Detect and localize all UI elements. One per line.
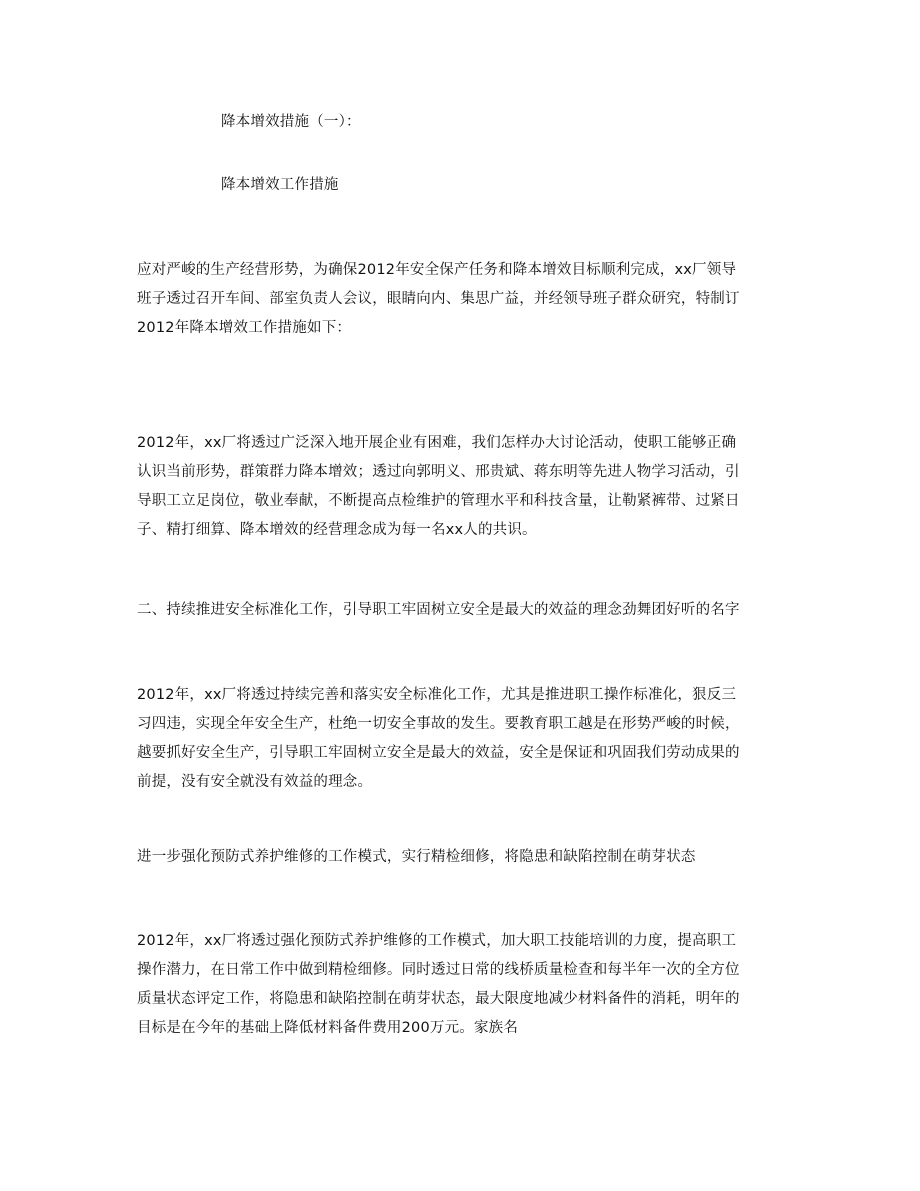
paragraph-line: 质量状态评定工作，将隐患和缺陷控制在萌芽状态，最大限度地减少材料备件的消耗，明年的 [137, 991, 740, 1007]
paragraph-line: 班子透过召开车间、部室负责人会议，眼睛向内、集思广益，并经领导班子群众研究，特制订 [137, 291, 740, 307]
paragraph-line: 习四违，实现全年安全生产，杜绝一切安全事故的发生。要教育职工越是在形势严峻的时候， [137, 716, 740, 732]
paragraph-line: 2012年，xx厂将透过持续完善和落实安全标准化工作，尤其是推进职工操作标准化，狠反三 [137, 687, 737, 703]
intro-paragraph [137, 256, 787, 343]
section-3-title: 进一步强化预防式养护维修的工作模式，实行精检细修，将隐患和缺陷控制在萌芽状态 [137, 849, 696, 865]
paragraph-line: 2012年降本增效工作措施如下： [137, 320, 352, 336]
paragraph-line: 2012年，xx厂将透过强化预防式养护维修的工作模式，加大职工技能培训的力度，提高职工 [137, 933, 737, 949]
paragraph-1 [137, 429, 787, 545]
paragraph-line: 应对严峻的生产经营形势，为确保2012年安全保产任务和降本增效目标顺利完成，xx厂领导 [137, 262, 737, 278]
paragraph-line: 2012年，xx厂将透过广泛深入地开展企业有困难，我们怎样办大讨论活动，使职工能够正确 [137, 435, 737, 451]
paragraph-3 [137, 927, 787, 1043]
paragraph-line: 越要抓好安全生产，引导职工牢固树立安全是最大的效益，安全是保证和巩固我们劳动成果的 [137, 745, 740, 761]
paragraph-line: 子、精打细算、降本增效的经营理念成为每一名xx人的共识。 [137, 522, 537, 538]
paragraph-line: 认识当前形势，群策群力降本增效；透过向郭明义、邢贵斌、蒋东明等先进人物学习活动，引 [137, 464, 740, 480]
paragraph-line: 操作潜力，在日常工作中做到精检细修。同时透过日常的线桥质量检查和每半年一次的全方位 [137, 962, 740, 978]
section-2-title: 二、持续推进安全标准化工作，引导职工牢固树立安全是最大的效益的理念劲舞团好听的名字 [137, 602, 740, 618]
paragraph-2 [137, 681, 787, 797]
heading-measures-one: 降本增效措施（一）： [221, 114, 361, 130]
paragraph-line: 目标是在今年的基础上降低材料备件费用200万元。家族名 [137, 1020, 519, 1036]
heading-work-measures: 降本增效工作措施 [221, 177, 339, 193]
paragraph-line: 导职工立足岗位，敬业奉献，不断提高点检维护的管理水平和科技含量，让勒紧裤带、过紧日 [137, 493, 740, 509]
paragraph-line: 前提，没有安全就没有效益的理念。 [137, 774, 373, 790]
